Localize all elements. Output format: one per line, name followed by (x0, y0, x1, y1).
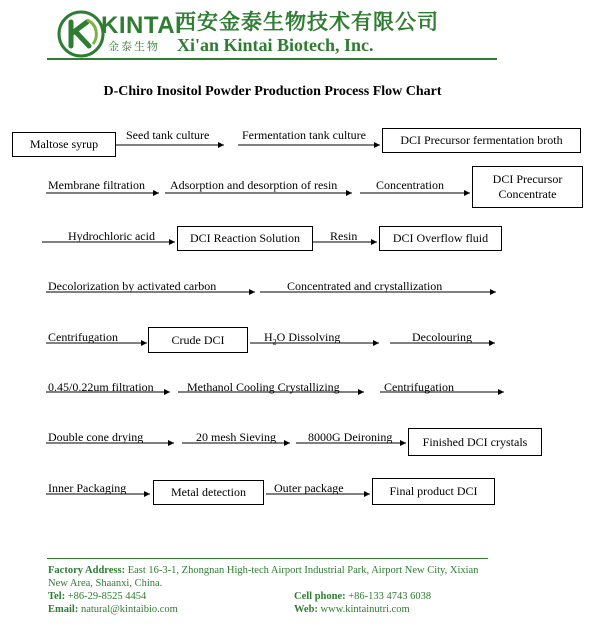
crystallization-label: Concentrated and crystallization (287, 279, 443, 293)
adsorption-label: Adsorption and desorption of resin (170, 178, 338, 192)
precursor-concentrate-line1: DCI Precursor (492, 172, 563, 186)
membrane-filtration-label: Membrane filtration (48, 178, 145, 192)
concentration-label: Concentration (376, 178, 444, 192)
precursor-concentrate-box (472, 166, 583, 208)
logo-text: KINTAI (101, 12, 183, 39)
h2o-dissolving-label: $H_2O$ Dissolving (264, 330, 341, 347)
chart-title: D-Chiro Inositol Powder Production Process Flow Chart (103, 84, 442, 99)
double-cone-drying-label: Double cone drying (48, 430, 144, 444)
fermentation-broth-box: DCI Precursor fermentation broth (382, 128, 581, 153)
precursor-concentrate-line2: Concentrate (498, 187, 557, 201)
centrifugation-label-2: Centrifugation (384, 380, 454, 394)
final-product-box: Final product DCI (372, 478, 495, 505)
centrifugation-label-1: Centrifugation (48, 330, 118, 344)
decolouring-label: Decolouring (412, 330, 472, 344)
decolorization-label: Decolorization by activated carbon (48, 279, 217, 293)
metal-detection-box: Metal detection (153, 480, 264, 505)
logo-chinese-text: 金泰生物 (108, 40, 160, 53)
seed-tank-label: Seed tank culture (126, 128, 210, 142)
factory-address-line2: New Area, Shaanxi, China. (48, 578, 163, 589)
methanol-crystallizing-label: Methanol Cooling Crystallizing (187, 380, 340, 394)
footer-divider (47, 558, 488, 559)
fermentation-label: Fermentation tank culture (242, 128, 366, 142)
reaction-solution-box: DCI Reaction Solution (177, 226, 313, 251)
hydrochloric-acid-label: Hydrochloric acid (68, 229, 155, 243)
company-name-english: Xi'an Kintai Biotech, Inc. (177, 35, 374, 55)
filtration-label: 0.45/0.22um filtration (48, 380, 154, 394)
inner-packaging-label: Inner Packaging (48, 481, 127, 495)
crude-dci-box: Crude DCI (148, 327, 248, 353)
outer-package-label: Outer package (274, 481, 344, 495)
telephone: Tel: +86-29-8525 4454 (48, 591, 147, 602)
sieving-label: 20 mesh Sieving (196, 430, 276, 444)
website[interactable]: Web: www.kintainutri.com (294, 604, 410, 615)
company-name-chinese: 西安金泰生物技术有限公司 (175, 10, 439, 34)
factory-address: Factory Address: East 16-3-1, Zhongnan High-tech Airport Industrial Park, Airport New City, Xixian (48, 565, 479, 576)
maltose-syrup-box: Maltose syrup (12, 132, 116, 157)
cell-phone: Cell phone: +86-133 4743 6038 (294, 591, 432, 602)
resin-label: Resin (330, 229, 358, 243)
finished-crystals-box: Finished DCI crystals (408, 428, 542, 456)
email[interactable]: Email: natural@kintaibio.com (48, 604, 178, 615)
deironing-label: 8000G Deironing (308, 430, 393, 444)
overflow-fluid-box: DCI Overflow fluid (379, 226, 502, 251)
